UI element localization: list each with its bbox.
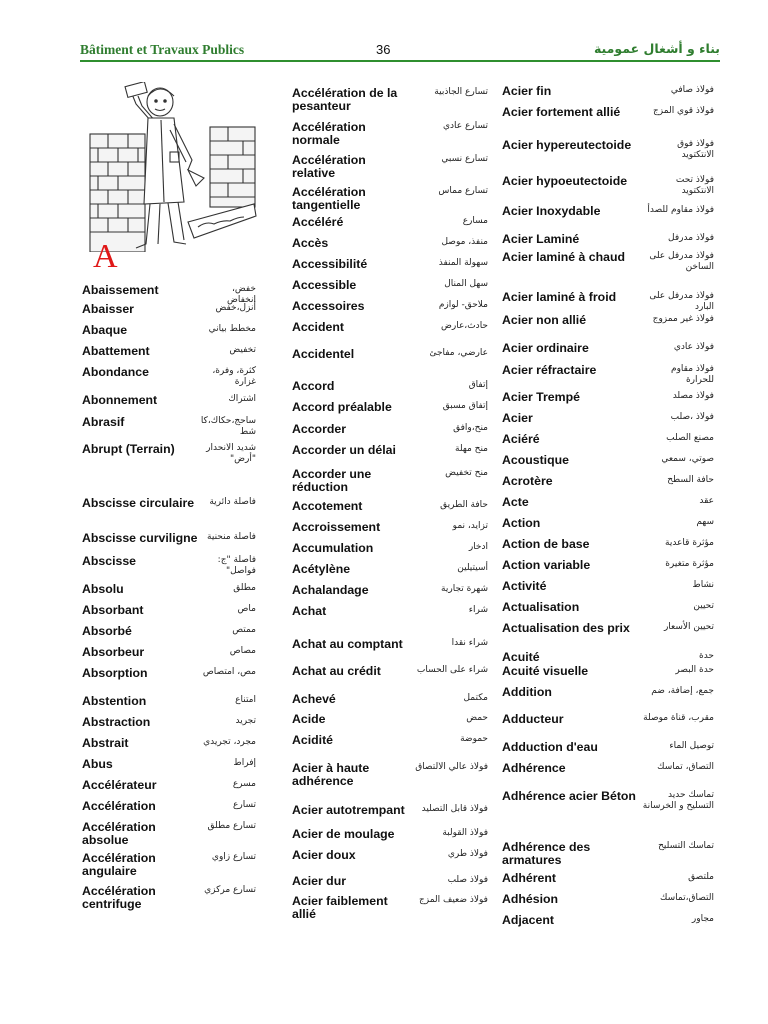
- arabic-translation: مؤثرة متغيرة: [665, 559, 714, 569]
- french-term: Acrotère: [502, 474, 553, 488]
- french-term: Adhérence des armatures: [502, 840, 591, 867]
- arabic-translation: فولاذ ،صلب: [670, 412, 714, 422]
- french-term: Accéléré: [292, 215, 344, 229]
- french-term: Abaque: [82, 323, 128, 337]
- french-term: Actualisation des prix: [502, 621, 630, 635]
- french-term: Acier à haute adhérence: [292, 761, 370, 788]
- french-term: Action de base: [502, 537, 590, 551]
- french-term: Action variable: [502, 558, 591, 572]
- arabic-translation: أنزل،خفض: [215, 303, 256, 313]
- arabic-translation: تزايد، نمو: [452, 521, 488, 531]
- arabic-translation: تحيين الأسعار: [663, 622, 714, 632]
- arabic-translation: فولاذ غير ممزوج: [652, 314, 714, 324]
- arabic-translation: تسارع مطلق: [207, 821, 256, 831]
- arabic-translation: مطلق: [233, 583, 256, 593]
- french-term: Accès: [292, 236, 329, 250]
- arabic-translation: سهم: [696, 517, 714, 527]
- french-term: Accotement: [292, 499, 363, 513]
- arabic-translation: تسارع: [233, 800, 256, 810]
- arabic-translation: إتفاق: [468, 380, 488, 390]
- arabic-translation: خفض، انخفاض: [227, 284, 256, 305]
- arabic-translation: ملاحق- لوازم: [438, 300, 488, 310]
- arabic-translation: التصاق، تماسك: [657, 762, 714, 772]
- french-term: Accélération de la pesanteur: [292, 86, 398, 113]
- french-term: Abonnement: [82, 393, 158, 407]
- arabic-translation: نشاط: [692, 580, 714, 590]
- french-term: Achat: [292, 604, 327, 618]
- arabic-translation: تسارع الجاذبية: [434, 87, 488, 97]
- arabic-translation: تسارع عادي: [442, 121, 488, 131]
- page-number: 36: [376, 42, 391, 57]
- french-term: Accélération: [82, 799, 156, 813]
- arabic-translation: مجرد، تجريدي: [203, 737, 256, 747]
- french-term: Accorder: [292, 422, 346, 436]
- arabic-translation: فولاذ طري: [447, 849, 488, 859]
- french-term: Accidentel: [292, 347, 355, 361]
- arabic-translation: تسارع زاوي: [211, 852, 256, 862]
- french-term: Absorbant: [82, 603, 144, 617]
- french-term: Adhérence: [502, 761, 566, 775]
- arabic-translation: تسارع مماس: [438, 186, 488, 196]
- french-term: Acier Inoxydable: [502, 204, 601, 218]
- french-term: Achalandage: [292, 583, 369, 597]
- arabic-translation: فولاذ مصلد: [672, 391, 714, 401]
- arabic-translation: شديد الانحدار "أرض": [206, 443, 256, 464]
- arabic-translation: فاصلة منحنية: [207, 532, 256, 542]
- arabic-translation: فولاذ عادي: [673, 342, 714, 352]
- arabic-translation: ممتص: [232, 625, 256, 635]
- arabic-translation: تجريد: [235, 716, 256, 726]
- arabic-translation: فولاذ صلب: [447, 875, 488, 885]
- arabic-translation: إفراط: [233, 758, 256, 768]
- french-term: Acuité visuelle: [502, 664, 589, 678]
- arabic-translation: منح،وافق: [453, 423, 488, 433]
- arabic-translation: شراء على الحساب: [416, 665, 488, 675]
- arabic-translation: حموضة: [460, 734, 488, 744]
- french-term: Achat au comptant: [292, 637, 403, 651]
- arabic-translation: حدة: [698, 651, 714, 661]
- french-term: Acier dur: [292, 874, 346, 888]
- french-term: Abstrait: [82, 736, 129, 750]
- arabic-translation: عارضي، مفاجئ: [429, 348, 488, 358]
- arabic-translation: فولاذ مدرفل على الساخن: [649, 251, 714, 272]
- arabic-translation: ادخار: [468, 542, 488, 552]
- french-term: Adhésion: [502, 892, 559, 906]
- arabic-translation: فولاذ القولبة: [442, 828, 488, 838]
- french-term: Acoustique: [502, 453, 569, 467]
- arabic-translation: منح تخفيض: [445, 468, 488, 478]
- french-term: Actualisation: [502, 600, 580, 614]
- arabic-translation: سهولة المنفذ: [438, 258, 488, 268]
- french-term: Acier fin: [502, 84, 552, 98]
- arabic-translation: مقرب، قناة موصلة: [643, 713, 714, 723]
- french-term: Acier laminé à froid: [502, 290, 617, 304]
- arabic-translation: حمض: [466, 713, 488, 723]
- arabic-translation: إتفاق مسبق: [442, 401, 488, 411]
- french-term: Acier hypoeutectoide: [502, 174, 628, 188]
- french-term: Acuité: [502, 650, 540, 664]
- arabic-translation: مؤثرة قاعدية: [665, 538, 714, 548]
- french-term: Accorder une réduction: [292, 467, 372, 494]
- french-term: Accessibilité: [292, 257, 368, 271]
- french-term: Abstention: [82, 694, 147, 708]
- french-term: Acétylène: [292, 562, 351, 576]
- header-rule: [80, 60, 720, 62]
- french-term: Abrupt (Terrain): [82, 442, 175, 456]
- french-term: Acier doux: [292, 848, 356, 862]
- french-term: Acier non allié: [502, 313, 587, 327]
- arabic-translation: أسيتيلين: [457, 563, 488, 573]
- french-term: Abscisse: [82, 554, 137, 568]
- arabic-translation: مكتمل: [463, 693, 488, 703]
- french-term: Acier ordinaire: [502, 341, 589, 355]
- french-term: Abscisse circulaire: [82, 496, 195, 510]
- arabic-translation: تماسك التسليح: [658, 841, 714, 851]
- arabic-translation: مصاص: [229, 646, 256, 656]
- arabic-translation: فولاذ مدرفل على البارد: [649, 291, 714, 312]
- arabic-translation: ماص: [237, 604, 256, 614]
- french-term: Adjacent: [502, 913, 554, 927]
- arabic-translation: مص، امتصاص: [202, 667, 256, 677]
- arabic-translation: صوتي، سمعي: [661, 454, 714, 464]
- french-term: Acier hypereutectoide: [502, 138, 632, 152]
- french-term: Activité: [502, 579, 547, 593]
- french-term: Adducteur: [502, 712, 564, 726]
- arabic-translation: منفذ، موصل: [441, 237, 488, 247]
- arabic-translation: فولاذ صافي: [670, 85, 714, 95]
- page-header: [80, 42, 720, 62]
- arabic-translation: مصنع الصلب: [666, 433, 714, 443]
- french-term: Adhérence acier Béton: [502, 789, 636, 803]
- french-term: Accessoires: [292, 299, 365, 313]
- french-term: Abscisse curviligne: [82, 531, 198, 545]
- arabic-translation: حافة السطح: [667, 475, 714, 485]
- arabic-translation: مسارع: [462, 216, 488, 226]
- french-term: Accélération normale: [292, 120, 366, 147]
- french-term: Achat au crédit: [292, 664, 381, 678]
- french-term: Absorption: [82, 666, 148, 680]
- french-term: Absolu: [82, 582, 124, 596]
- arabic-translation: مجاور: [691, 914, 714, 924]
- french-term: Accumulation: [292, 541, 374, 555]
- french-term: Abus: [82, 757, 113, 771]
- french-term: Acide: [292, 712, 326, 726]
- french-term: Accélération absolue: [82, 820, 156, 847]
- french-term: Adduction d'eau: [502, 740, 598, 754]
- french-term: Acidité: [292, 733, 333, 747]
- arabic-translation: فولاذ قابل التصليد: [421, 804, 488, 814]
- french-term: Acier fortement allié: [502, 105, 621, 119]
- arabic-translation: فولاذ مدرفل: [668, 233, 714, 243]
- french-term: Accélération angulaire: [82, 851, 156, 878]
- french-term: Accélérateur: [82, 778, 157, 792]
- french-term: Achevé: [292, 692, 336, 706]
- french-term: Acier: [502, 411, 533, 425]
- arabic-translation: شراء: [468, 605, 488, 615]
- arabic-translation: جمع، إضافة، ضم: [651, 686, 714, 696]
- arabic-translation: فولاذ فوق الانتكتويد: [677, 139, 714, 160]
- french-term: Abstraction: [82, 715, 151, 729]
- arabic-translation: ملتصق: [688, 872, 714, 882]
- arabic-translation: ساحج،حكاك،كا شط: [200, 416, 256, 437]
- french-term: Addition: [502, 685, 552, 699]
- arabic-translation: حدة البصر: [675, 665, 714, 675]
- french-term: Accélération relative: [292, 153, 366, 180]
- french-term: Adhérent: [502, 871, 556, 885]
- arabic-translation: تحيين: [693, 601, 714, 611]
- arabic-translation: امتناع: [235, 695, 256, 705]
- french-term: Abattement: [82, 344, 150, 358]
- french-term: Accord préalable: [292, 400, 392, 414]
- french-term: Acier autotrempant: [292, 803, 405, 817]
- arabic-translation: توصيل الماء: [669, 741, 714, 751]
- french-term: Accident: [292, 320, 344, 334]
- french-term: Abondance: [82, 365, 149, 379]
- french-term: Aciéré: [502, 432, 540, 446]
- header-title-arabic: بناء و أشغال عمومية: [593, 41, 720, 56]
- french-term: Acte: [502, 495, 529, 509]
- arabic-translation: شراء نقدا: [451, 638, 488, 648]
- french-term: Abaissement: [82, 283, 159, 297]
- french-term: Accélération tangentielle: [292, 185, 366, 212]
- arabic-translation: منح مهلة: [455, 444, 488, 454]
- arabic-translation: تخفيض: [229, 345, 256, 355]
- arabic-translation: فولاذ مقاوم للحرارة: [671, 364, 714, 385]
- french-term: Acier Trempé: [502, 390, 580, 404]
- arabic-translation: فولاذ قوي المزج: [652, 106, 714, 116]
- arabic-translation: مسرع: [232, 779, 256, 789]
- arabic-translation: فولاذ ضعيف المزج: [418, 895, 488, 905]
- french-term: Accord: [292, 379, 335, 393]
- french-term: Absorbé: [82, 624, 132, 638]
- arabic-translation: مخطط بياني: [208, 324, 256, 334]
- construction-worker-illustration: [88, 82, 258, 252]
- section-letter: A: [93, 238, 118, 275]
- arabic-translation: تسارع نسبي: [441, 154, 488, 164]
- french-term: Acier de moulage: [292, 827, 395, 841]
- arabic-translation: حافة الطريق: [440, 500, 488, 510]
- french-term: Acier laminé à chaud: [502, 250, 626, 264]
- arabic-translation: التصاق،تماسك: [660, 893, 714, 903]
- arabic-translation: فولاذ تحت الانتكتويد: [675, 175, 714, 196]
- arabic-translation: تماسك حديد التسليح و الخرسانة: [642, 790, 714, 811]
- arabic-translation: فاصلة "ج: فواصل": [217, 555, 256, 576]
- arabic-translation: فولاذ مقاوم للصدأ: [647, 205, 714, 215]
- arabic-translation: حادث،عارض: [440, 321, 488, 331]
- french-term: Accroissement: [292, 520, 381, 534]
- arabic-translation: شهرة تجارية: [441, 584, 488, 594]
- header-title-french: Bâtiment et Travaux Publics: [80, 42, 245, 57]
- arabic-translation: فاصلة دائرية: [209, 497, 256, 507]
- french-term: Accessible: [292, 278, 357, 292]
- french-term: Acier faiblement allié: [292, 894, 388, 921]
- french-term: Acier Laminé: [502, 232, 580, 246]
- french-term: Absorbeur: [82, 645, 145, 659]
- arabic-translation: عقد: [699, 496, 714, 506]
- arabic-translation: سهل المنال: [444, 279, 488, 289]
- french-term: Acier réfractaire: [502, 363, 597, 377]
- arabic-translation: اشتراك: [228, 394, 256, 404]
- arabic-translation: كثرة، وفرة، غزارة: [212, 366, 256, 387]
- french-term: Abaisser: [82, 302, 134, 316]
- french-term: Abrasif: [82, 415, 125, 429]
- arabic-translation: تسارع مركزي: [204, 885, 256, 895]
- french-term: Accorder un délai: [292, 443, 396, 457]
- french-term: Action: [502, 516, 541, 530]
- arabic-translation: فولاذ عالي الالتصاق: [415, 762, 488, 772]
- french-term: Accélération centrifuge: [82, 884, 156, 911]
